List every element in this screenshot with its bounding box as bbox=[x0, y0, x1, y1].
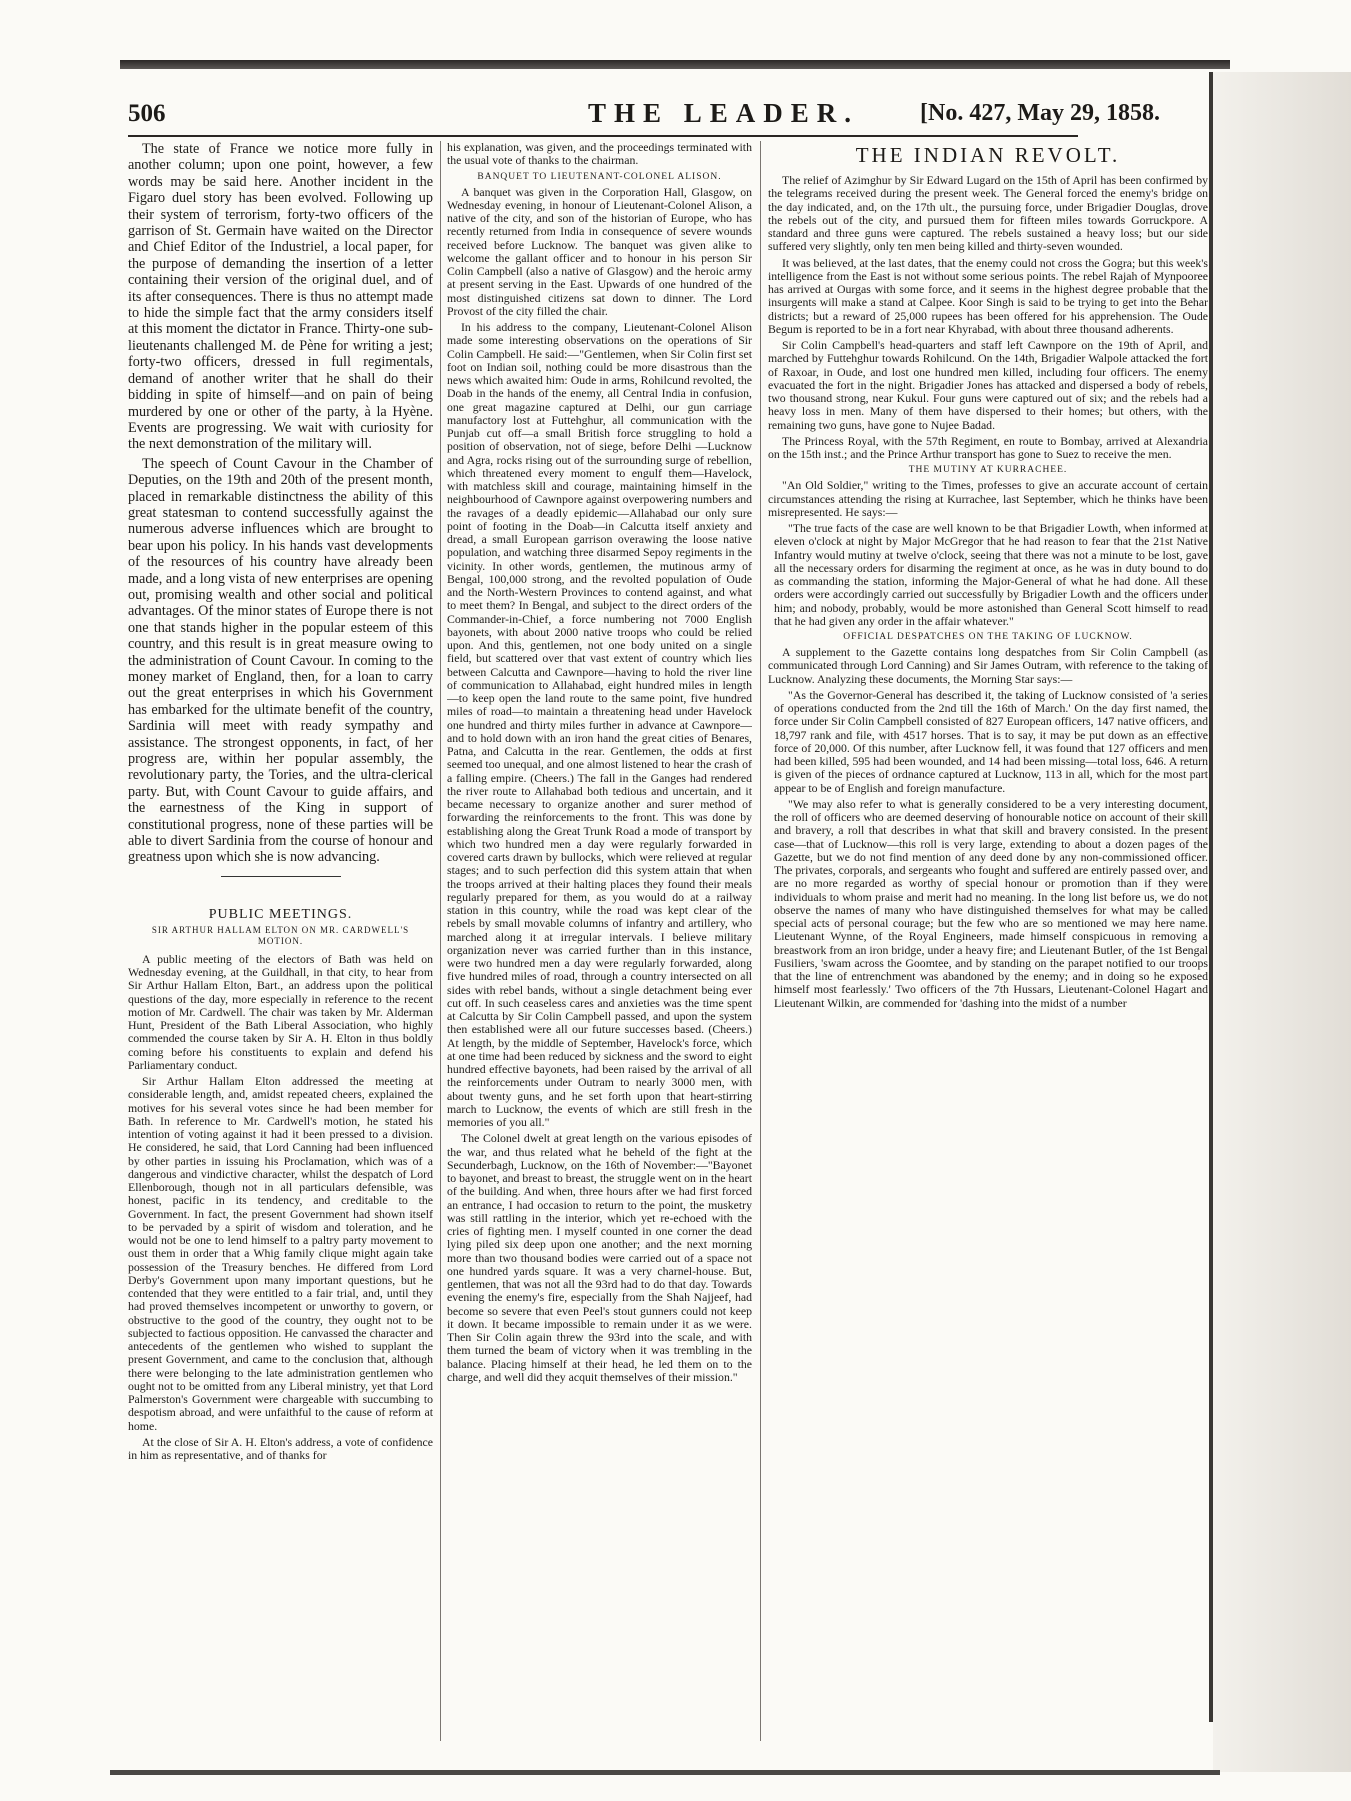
page-binding-margin bbox=[1213, 72, 1351, 1772]
paragraph: Sir Arthur Hallam Elton addressed the meeting at considerable length, and, amidst repeated cheers, explained the motives for his several votes since he had been member for Bath. In reference to Mr. Cardwell's motion, he stated his intention of voting against it had it been pressed to a division. He considered, he said, that Lord Canning had been influenced by other parties in issuing his Proclamation, which was of a dangerous and vindictive character, whilst the despatch of Lord Ellenborough, though not in all particulars defensible, was honest, pacific in its tendency, and creditable to the Government. In fact, the present Government had shown itself to be pervaded by a spirit of wisdom and toleration, and he would not be one to lend himself to a paltry party movement to oust them in order that a Whig family clique might again take possession of the Treasury benches. He differed from Lord Derby's Government upon many important questions, but he contended that they were entitled to a fair trial, and, until they had proved themselves incompetent or unworthy to govern, or obstructive to the good of the country, they ought not to be subjected to factious opposition. He canvassed the character and antecedents of the gentlemen who wished to supplant the present Government, and came to the conclusion that, although there were belonging to the late administration gentlemen who ought not to be omitted from any Liberal ministry, yet that Lord Palmerston's Government were chargeable with succumbing to despotism abroad, and were unfaithful to the cause of reform at home. bbox=[128, 1074, 433, 1433]
section-separator bbox=[221, 876, 341, 877]
paragraph: Sir Colin Campbell's head-quarters and staff left Cawnpore on the 19th of April, and marched by Futtehghur towards Rohilcund. On the 14th, Brigadier Walpole attacked the fort of Raxoar, in Oude, and lost one hundred men killed, including four officers. The enemy evacuated the fort in the night. Brigadier Jones has attacked and dispersed a body of rebels, two thousand strong, near Kukul. Four guns were captured out of six; and the rebels had a heavy loss in men. Many of them have dispersed to their homes; but others, with the remaining two guns, have gone to Nujee Badad. bbox=[768, 338, 1208, 432]
section-title: PUBLIC MEETINGS. bbox=[208, 906, 353, 922]
paragraph: In his address to the company, Lieutenant-Colonel Alison made some interesting observations on the operations of Sir Colin Campbell. He said:—"Gentlemen, when Sir Colin first set foot on Indian soil, nothing could be more disastrous than the news which awaited him: Oude in arms, Rohilcund revolted, the Doab in the hands of the enemy, all Central India in confusion, one great magazine captured at Delhi, our gun carriage manufactory lost at Futtehghur, all communication with the Punjab cut off—a small British force struggling to hold a position of observation, not of siege, before Delhi —Lucknow and Agra, rocks rising out of the surrounding surge of rebellion, which threatened every moment to engulf them—Havelock, with matchless skill and courage, maintaining himself in the neighbourhood of Cawnpore against overpowering numbers and the ravages of a deadly epidemic—Allahabad our only sure point of footing in the Doab—in Calcutta itself anxiety and dread, a small European garrison overawing the loose native population, and watching three disarmed Sepoy regiments in the vicinity. In other words, gentlemen, the mutinous army of Bengal, 100,000 strong, and the revolted population of Oude and the North-Western Provinces to contend against, and what to meet them? In Bengal, and subject to the direct orders of the Commander-in-Chief, a force numbering not 7000 English bayonets, with about 2000 native troops who could be relied upon. And this, gentlemen, not one body united on a single field, but scattered over that vast extent of country which lies between Calcutta and Cawnpore—having to hold the river line of communication to Allahabad, eight hundred miles in length—to keep open the land route to the same point, five hundred miles of road—to maintain a threatening head under Havelock one hundred and thirty miles further in advance at Cawnpore—and to hold down with an iron hand the great cities of Benares, Patna, and Calcutta in the rear. Gentlemen, the odds at first seemed too unequal, and one almost listened to hear the crash of a falling empire. (Cheers.) The fall in the Ganges had rendered the river route to Allahabad both tedious and uncertain, and it became necessary to organize another and surer method of forwarding the reinforcements to the front. This was done by establishing along the Great Trunk Road a mode of transport by which two hundred men a day were regularly forwarded in covered carts drawn by bullocks, which were relieved at regular stages; and to such perfection did this system attain that when the troops arrived at their halting places they found their meals regularly prepared for them, as you would do at a railway station in this country, while the road was kept clear of the rebels by small movable columns of infantry and artillery, who marched along it at irregular intervals. I believe military organization never was carried further than in this instance, were two hundred men a day were regularly forwarded, along five hundred miles of road, through a country intersected on all sides with rebel bands, without a single detachment being ever cut off. In such ceaseless cares and anxieties was the time spent at Calcutta by Sir Colin Campbell passed, and upon the system then established were all our future successes based. (Cheers.) At length, by the middle of September, Havelock's force, which at one time had been reduced by sickness and the sword to eight hundred effective bayonets, had been raised by the arrival of all the reinforcements under Outram to nearly 3000 men, with about twenty guns, and he set forth upon that heart-stirring march to Lucknow, the events of which are still fresh in the memories of you all." bbox=[447, 320, 752, 1129]
page-bottom-edge bbox=[110, 1770, 1220, 1775]
paragraph: his explanation, was given, and the proceedings terminated with the usual vote of thanks to the chairman. bbox=[447, 141, 752, 168]
page-number: 506 bbox=[128, 100, 166, 127]
column-2 bbox=[447, 141, 752, 1756]
paragraph: The state of France we notice more fully in another column; upon one point, however, a few words may be said here. Another incident in the Figaro duel story has been evolved. Following up their system of terrorism, forty-two officers of the garrison of St. Germain have waited on the Director and Chief Editor of the Industriel, a local paper, for the purpose of demanding the insertion of a letter containing their version of the original duel, and of its after consequences. There is thus no attempt made to hide the simple fact that the army considers itself at this moment the dictator in France. Thirty-one sub-lieutenants challenged M. de Pène for writing a jest; forty-two officers, dressed in full regimentals, demand of another writer that he shall do their bidding in spite of himself—and on pain of being murdered by one or other of the party, à la Hyène. Events are progressing. We wait with curiosity for the next demonstration of the military will. bbox=[128, 141, 433, 453]
quotation: "We may also refer to what is generally considered to be a very interesting document, the roll of officers who are deemed deserving of honourable notice on account of their skill and bravery, a roll that describes in what that skill and bravery consisted. In the present case—that of Lucknow—this roll is very large, extending to about a dozen pages of the Gazette, but we do not find mention of any deed done by any non-commissioned officer. The privates, corporals, and sergeants who fought and suffered are entirely passed over, and are no more regarded as worthy of special honour or promotion than if they were individuals to whom praise and merit had no meaning. In the long list before us, we do not observe the names of many who have distinguished themselves for what may be called special acts of personal courage; but the few who are so mentioned we may here name. Lieutenant Wynne, of the Royal Engineers, made himself conspicuous in removing a breastwork from an iron bridge, under a heavy fire; and Lieutenant Butler, of the 1st Bengal Fusiliers, 'swam across the Goomtee, and by standing on the parapet notified to our troops that the line of entrenchment was abandoned by the enemy; and in doing so he exposed himself most fearlessly.' Two officers of the 7th Hussars, Lieutenant-Colonel Hagart and Lieutenant Wilkin, are commended for 'dashing into the midst of a number bbox=[774, 796, 1208, 1010]
paragraph: The Princess Royal, with the 57th Regiment, en route to Bombay, arrived at Alexandria on the 15th inst.; and the Prince Arthur transport has gone to Suez to receive the men. bbox=[768, 433, 1208, 461]
column-1 bbox=[128, 141, 433, 1756]
paragraph: At the close of Sir A. H. Elton's address, a vote of confidence in him as representative, and of thanks for bbox=[128, 1434, 433, 1463]
paragraph: The Colonel dwelt at great length on the various episodes of the war, and thus related what he beheld of the fight at the Secunderbagh, Lucknow, on the 16th of November:—"Bayonet to bayonet, and breast to breast, the struggle went on in the heart of the building. And when, three hours after we had first forced an entrance, I had occasion to return to the point, the musketry was still rattling in the interior, which yet re-echoed with the cries of fighting men. I myself counted in one corner the dead lying piled six deep upon one another; and the next morning more than two thousand bodies were carried out of a space not one hundred yards square. It was a very charnel-house. But, gentlemen, that was not all the 93rd had to do that day. Towards evening the enemy's fire, especially from the Shah Najjeef, had become so severe that even Peel's stout gunners could not keep it down. It became impossible to remain under it as we were. Then Sir Colin again threw the 93rd into the scale, and with them turned the beam of victory when it was trembling in the balance. Placing himself at their head, he led them on to the charge, and well did they acquit themselves of their mission." bbox=[447, 1131, 752, 1384]
paragraph: A banquet was given in the Corporation Hall, Glasgow, on Wednesday evening, in honour of Lieutenant-Colonel Alison, a native of the city, and son of the historian of Europe, who has recently returned from India in consequence of severe wounds received before Lucknow. The banquet was given alike to welcome the gallant officer and to honour in his person Sir Colin Campbell (also a native of Glasgow) and the heroic army at present serving in the East. Upwards of one hundred of the most distinguished citizens sat down to dinner. The Lord Provost of the city filled the chair. bbox=[447, 184, 752, 318]
paragraph: A public meeting of the electors of Bath was held on Wednesday evening, at the Guildhall, in that city, to hear from Sir Arthur Hallam Elton, Bart., an address upon the political questions of the day, more especially in reference to the recent motion of Mr. Cardwell. The chair was taken by Mr. Alderman Hunt, President of the Bath Liberal Association, who highly commended the course taken by Sir A. H. Elton in thus boldly coming before his constituents to explain and defend his Parliamentary conduct. bbox=[128, 951, 433, 1072]
section-title: THE MUTINY AT KURRACHEE. bbox=[908, 465, 1068, 476]
paragraph: It was believed, at the last dates, that the enemy could not cross the Gogra; but this week's intelligence from the East is not without some serious points. The rebel Rajah of Mynpooree has arrived at Ourgas with some force, and it seems in the highest degree probable that the insurgents will make a stand at Calpee. Koor Singh is said to be trying to get into the Behar districts; but a reward of 25,000 rupees has been offered for his apprehension. The Oude Begum is reported to be in a fort near Khyrabad, with about three thousand adherents. bbox=[768, 255, 1208, 336]
paragraph: The relief of Azimghur by Sir Edward Lugard on the 15th of April has been confirmed by the telegrams received during the present week. The General forced the enemy's bridge on the day indicated, and, on the 17th ult., the pursuing force, under Brigadier Douglas, drove the rebels out of the city, and pursued them for fifteen miles towards Gorruckpore. A standard and three guns were captured. The rebels sustained a heavy loss; but our side suffered very slightly, only ten men being killed and thirty-seven wounded. bbox=[768, 173, 1208, 254]
section-subtitle: SIR ARTHUR HALLAM ELTON ON MR. CARDWELL'S MOTION. bbox=[151, 924, 410, 946]
paragraph: The speech of Count Cavour in the Chamber of Deputies, on the 19th and 20th of the present month, placed in remarkable distinctness the ability of this great statesman to contend successfully against the numerous adverse influences which are brought to bear upon his policy. In his hands vast developments of the resources of his country have already been made, and a long vista of new enterprises are opening out, promising wealth and other social and political advantages. Of the minor states of Europe there is not one that stands higher in the popular esteem of this country, and this result is in great measure owing to the administration of Count Cavour. In coming to the money market of England, then, for a loan to carry out the great enterprises in which his Government has embarked for the ultimate benefit of the country, Sardinia will meet with ready sympathy and assistance. The strongest opponents, in fact, of her progress are, within her popular assembly, the revolutionary party, the Tories, and the ultra-clerical party. But, with Count Cavour to guide affairs, and the earnestness of the King in support of constitutional progress, none of these parties will be able to divert Sardinia from the course of honour and greatness upon which she is now advancing. bbox=[128, 455, 433, 866]
paragraph: A supplement to the Gazette contains long despatches from Sir Colin Campbell (as communicated through Lord Canning) and Sir James Outram, with reference to the taking of Lucknow. Analyzing these documents, the Morning Star says:— bbox=[768, 645, 1208, 686]
page-top-edge bbox=[120, 60, 1230, 69]
paragraph: "An Old Soldier," writing to the Times, professes to give an accurate account of certain circumstances attending the rising at Kurrachee, last September, which he thinks have been misrepresented. He says:— bbox=[768, 478, 1208, 519]
header-rule bbox=[128, 135, 1078, 137]
section-title: THE INDIAN REVOLT. bbox=[855, 143, 1121, 167]
column-divider bbox=[440, 141, 441, 1741]
quotation: "As the Governor-General has described it, the taking of Lucknow consisted of 'a series of operations conducted from the 2nd till the 16th of March.' On the day first named, the force under Sir Colin Campbell consisted of 827 European officers, 147 native officers, and 18,797 rank and file, with 4517 horses. That is to say, it may be put down as an effective force of 20,000. Of this number, after Lucknow fell, it was found that 127 officers and men had been killed, 595 had been wounded, and 14 had been missing—total loss, 646. A return is given of the pieces of ordnance captured at Lucknow, 113 in all, which for the most part appear to be of English and foreign manufacture. bbox=[774, 687, 1208, 795]
masthead-title: THE LEADER. bbox=[588, 98, 860, 128]
page-right-edge bbox=[1209, 72, 1213, 1722]
column-3 bbox=[768, 141, 1208, 1756]
section-title: OFFICIAL DESPATCHES ON THE TAKING OF LUCKNOW. bbox=[843, 632, 1133, 642]
page-header bbox=[128, 94, 1210, 138]
section-title: BANQUET TO LIEUTENANT-COLONEL ALISON. bbox=[477, 171, 722, 182]
column-divider bbox=[760, 141, 761, 1741]
issue-date: [No. 427, May 29, 1858. bbox=[920, 100, 1160, 126]
quotation: "The true facts of the case are well known to be that Brigadier Lowth, when informed at eleven o'clock at night by Major McGregor that he had reason to fear that the 21st Native Infantry would mutiny at twelve o'clock, seeing that there was not a minute to be lost, gave all the necessary orders for disarming the regiment at once, as he was in duty bound to do as commanding the station, informing the Major-General of what he had done. All these orders were accordingly carried out successfully by Brigadier Lowth and the officers under him; and nobody, probably, would be more astonished than General Scott himself to read that he had given any order in the affair whatever." bbox=[774, 521, 1208, 628]
